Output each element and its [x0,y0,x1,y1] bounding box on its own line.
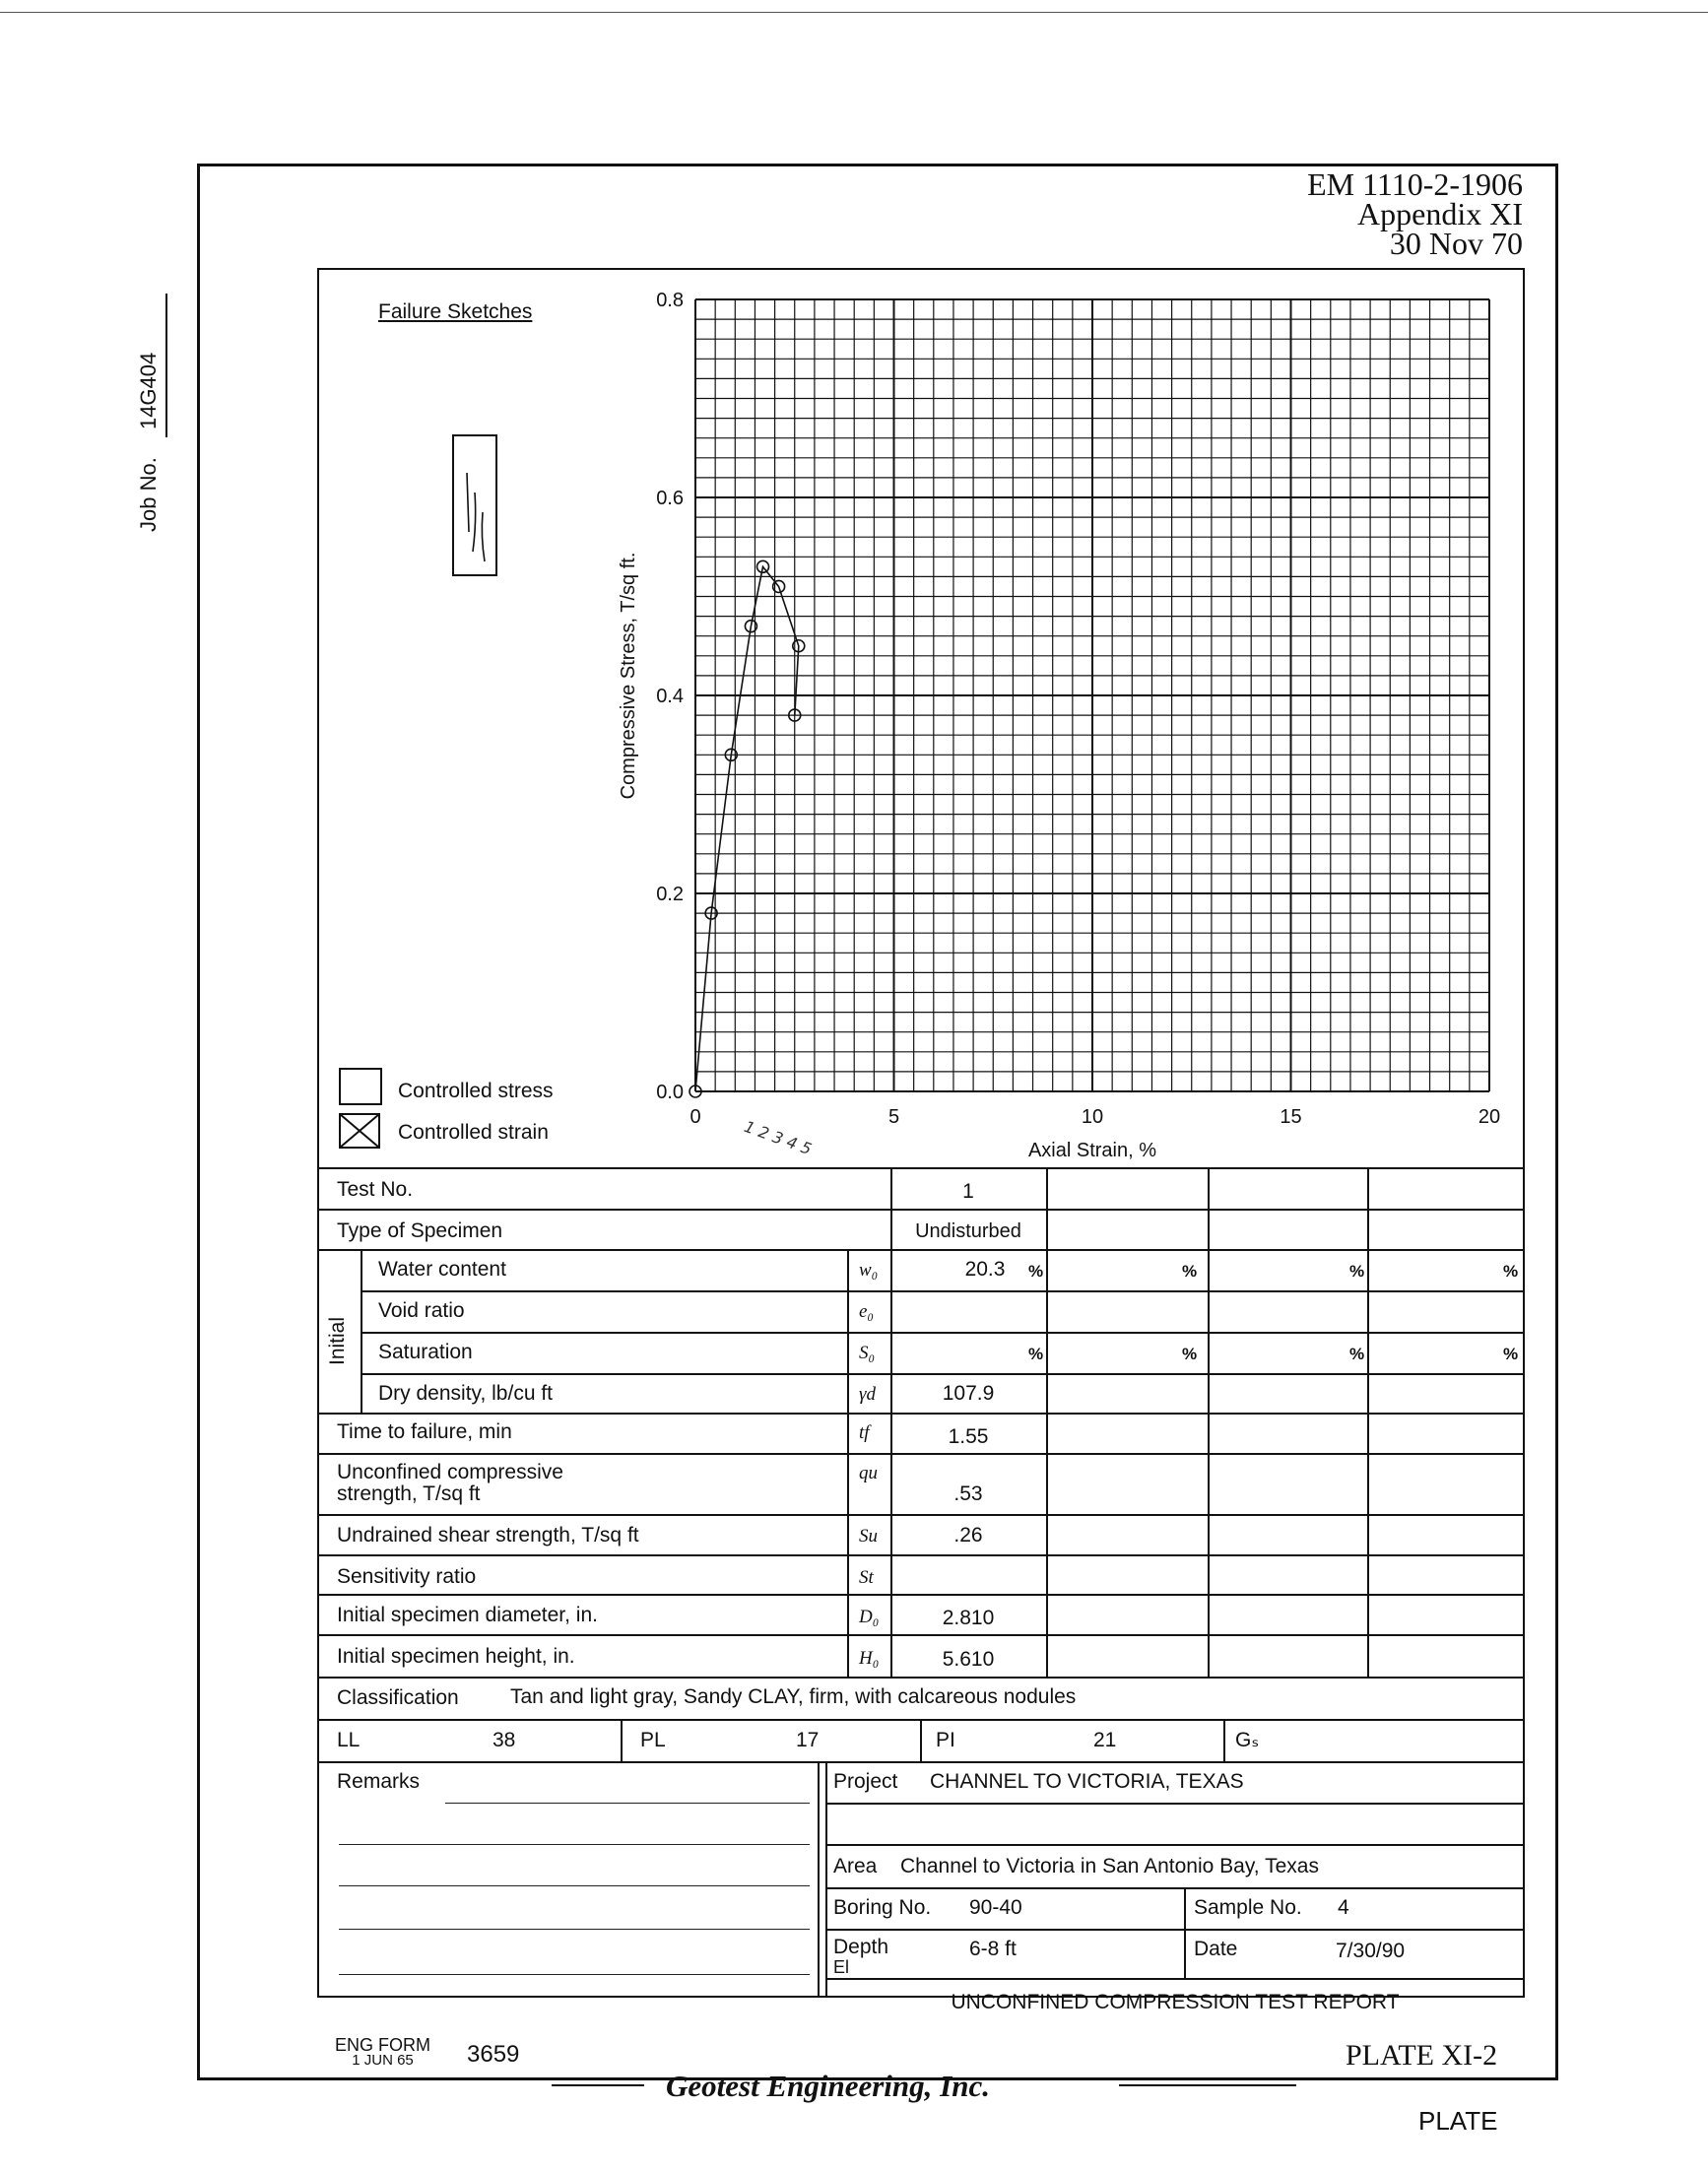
unconfined-strength-value: .53 [953,1482,983,1505]
saturation-label: Saturation [378,1341,473,1363]
height-value: 5.610 [942,1648,995,1671]
boring-value: 90-40 [969,1896,1022,1919]
plate-number: PLATE XI-2 [1346,2039,1498,2072]
job-number: 14G404 [136,294,167,437]
type-of-specimen-value: Undisturbed [915,1220,1021,1242]
depth-value: 6-8 ft [969,1938,1017,1960]
controlled-strain-checkbox[interactable] [339,1113,380,1149]
x-tick-label: 10 [1081,1106,1104,1128]
test-no-label: Test No. [337,1178,414,1201]
time-to-failure-value: 1.55 [948,1425,989,1448]
saturation-unit-1: % [1028,1345,1044,1363]
y-tick-label: 0.8 [656,290,684,311]
water-content-unit-3: % [1349,1262,1365,1281]
saturation-symbol: S₀ [859,1343,876,1363]
water-content-value: 20.3 [964,1258,1006,1281]
plate-bottom-label: PLATE [1418,2106,1498,2136]
type-of-specimen-label: Type of Specimen [337,1219,503,1242]
ll-label: LL [337,1729,361,1751]
report-title: UNCONFINED COMPRESSION TEST REPORT [951,1991,1400,2013]
remarks-divider [818,1761,820,1998]
x-tick-label: 15 [1280,1106,1302,1128]
water-content-unit-2: % [1182,1262,1198,1281]
x-tick-label: 0 [690,1106,701,1128]
y-axis-label: Compressive Stress, T/sq ft. [618,552,639,800]
time-to-failure-label: Time to failure, min [337,1420,512,1443]
gs-label: Gₛ [1235,1729,1260,1751]
em-header [1307,166,1523,261]
void-ratio-symbol: e₀ [859,1301,875,1322]
diameter-label: Initial specimen diameter, in. [337,1604,598,1626]
depth-label: Depth [833,1936,889,1958]
water-content-unit-1: % [1028,1262,1044,1281]
height-symbol: H₀ [859,1648,880,1669]
undrained-shear-symbol: Su [859,1526,878,1547]
unconfined-strength-symbol: qu [859,1463,878,1483]
controlled-stress-checkbox[interactable] [339,1068,382,1105]
sensitivity-label: Sensitivity ratio [337,1565,477,1588]
date-label: Date [1194,1938,1238,1960]
y-tick-label: 0.6 [656,488,684,509]
ll-value: 38 [493,1729,516,1751]
el-label: El [833,1957,850,1977]
job-number-label: Job No. [136,457,161,532]
unconfined-strength-label-1: Unconfined compressive [337,1461,563,1483]
pl-value: 17 [796,1729,820,1751]
water-content-unit-4: % [1503,1262,1519,1281]
stress-strain-chart [591,286,1501,1172]
undrained-shear-value: .26 [953,1524,983,1547]
y-tick-label: 0.4 [656,686,684,707]
appendix-label: Appendix XI [1357,196,1523,231]
void-ratio-label: Void ratio [378,1299,465,1322]
eng-form-block [335,2037,430,2069]
x-tick-label: 5 [887,1106,900,1128]
company-rule-left [552,2084,644,2086]
y-tick-label: 0.0 [656,1082,684,1103]
remarks-label: Remarks [337,1770,421,1793]
company-rule-right [1119,2084,1296,2086]
company-name: Geotest Engineering, Inc. [666,2069,990,2103]
saturation-unit-2: % [1182,1345,1198,1363]
controlled-strain-label: Controlled strain [398,1121,549,1144]
failure-sketches-title: Failure Sketches [378,300,533,323]
controlled-stress-label: Controlled stress [398,1080,554,1102]
em-number: EM 1110-2-1906 [1307,166,1523,202]
header-date: 30 Nov 70 [1389,226,1523,261]
diameter-symbol: D₀ [859,1607,880,1627]
date-value: 7/30/90 [1336,1940,1406,1962]
failure-sketch [451,433,500,579]
initial-label: Initial [326,1316,349,1365]
project-label: Project [833,1770,898,1793]
scan-edge-line [0,12,1708,13]
eng-form-number: 3659 [467,2041,520,2068]
dry-density-symbol: γd [859,1384,876,1405]
job-number-block [136,294,167,532]
pi-label: PI [936,1729,955,1751]
classification-label: Classification [337,1686,459,1709]
project-value: CHANNEL TO VICTORIA, TEXAS [930,1770,1244,1793]
sample-label: Sample No. [1194,1896,1302,1919]
pi-value: 21 [1093,1729,1117,1751]
time-to-failure-symbol: tf [859,1422,870,1443]
undrained-shear-label: Undrained shear strength, T/sq ft [337,1524,639,1547]
water-content-symbol: w₀ [859,1260,879,1281]
x-axis-label: Axial Strain, % [1027,1140,1157,1161]
area-label: Area [833,1855,878,1877]
unconfined-strength-label-2: strength, T/sq ft [337,1482,481,1505]
area-value: Channel to Victoria in San Antonio Bay, Texas [900,1855,1319,1877]
diameter-value: 2.810 [942,1607,995,1629]
dry-density-value: 107.9 [942,1382,995,1405]
dry-density-label: Dry density, lb/cu ft [378,1382,554,1405]
eng-form-label: ENG FORM [335,2035,430,2055]
classification-value: Tan and light gray, Sandy CLAY, firm, with calcareous nodules [510,1685,1077,1708]
water-content-label: Water content [378,1258,506,1281]
eng-form-date: 1 JUN 65 [352,2052,414,2069]
boring-label: Boring No. [833,1896,932,1919]
test-no-value: 1 [962,1180,974,1203]
height-label: Initial specimen height, in. [337,1645,575,1668]
sample-value: 4 [1338,1896,1349,1919]
pl-label: PL [640,1729,666,1751]
saturation-unit-3: % [1349,1345,1365,1363]
handwritten-note: 1 2 3 4 5 [741,1116,815,1159]
x-tick-label: 20 [1478,1106,1501,1128]
y-tick-label: 0.2 [656,884,684,905]
sensitivity-symbol: St [859,1567,874,1588]
saturation-unit-4: % [1503,1345,1519,1363]
